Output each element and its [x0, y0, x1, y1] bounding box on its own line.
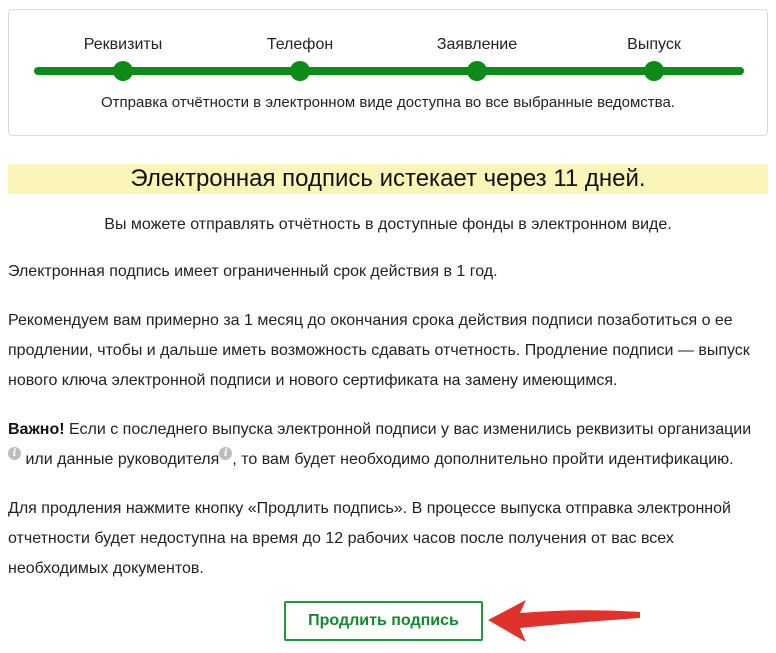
paragraph-recommendation: Рекомендуем вам примерно за 1 месяц до окончания срока действия подписи позаботиться о ее продлении, чтобы и дальше иметь возможность сдавать отчетность. Продление подписи — выпуск нового ключа электронной подписи и нового сертификата на замену имеющимся.	[8, 312, 750, 389]
stepper-note: Отправка отчётности в электронном виде доступна во все выбранные ведомства.	[101, 94, 675, 111]
step-label-release: Выпуск	[627, 36, 681, 53]
info-icon[interactable]: i	[219, 447, 232, 460]
step-dot-application	[467, 61, 487, 81]
step-dot-release	[644, 61, 664, 81]
paragraph-available-funds: Вы можете отправлять отчётность в доступные фонды в электронном виде.	[104, 216, 672, 233]
paragraph-important	[8, 415, 768, 475]
step-label-application: Заявление	[436, 36, 518, 53]
paragraph-renew-instructions: Для продления нажмите кнопку «Продлить подпись». В процессе выпуска отправка электронной отчетности будет недоступна на время до 12 рабочих часов после получения от вас всех необходимых документов.	[8, 500, 731, 577]
expiry-warning-banner: Электронная подпись истекает через 11 дней.	[8, 164, 768, 194]
step-dot-phone	[290, 61, 310, 81]
paragraph-validity-period: Электронная подпись имеет ограниченный срок действия в 1 год.	[8, 263, 498, 280]
pointer-arrow-icon	[486, 598, 646, 644]
progress-stepper	[8, 9, 768, 136]
info-icon[interactable]: i	[8, 447, 21, 460]
important-text-part1: Если с последнего выпуска электронной подписи у вас изменились реквизиты организации	[64, 421, 752, 438]
stepper-track	[34, 67, 744, 75]
important-text-part3: , то вам будет необходимо дополнительно пройти идентификацию.	[232, 451, 734, 468]
step-label-requisites: Реквизиты	[83, 36, 163, 53]
step-dot-requisites	[113, 61, 133, 81]
important-text-part2: или данные руководителя	[21, 451, 220, 468]
step-label-phone: Телефон	[266, 36, 334, 53]
important-label: Важно!	[8, 421, 65, 438]
renew-signature-button[interactable]: Продлить подпись	[284, 601, 483, 641]
